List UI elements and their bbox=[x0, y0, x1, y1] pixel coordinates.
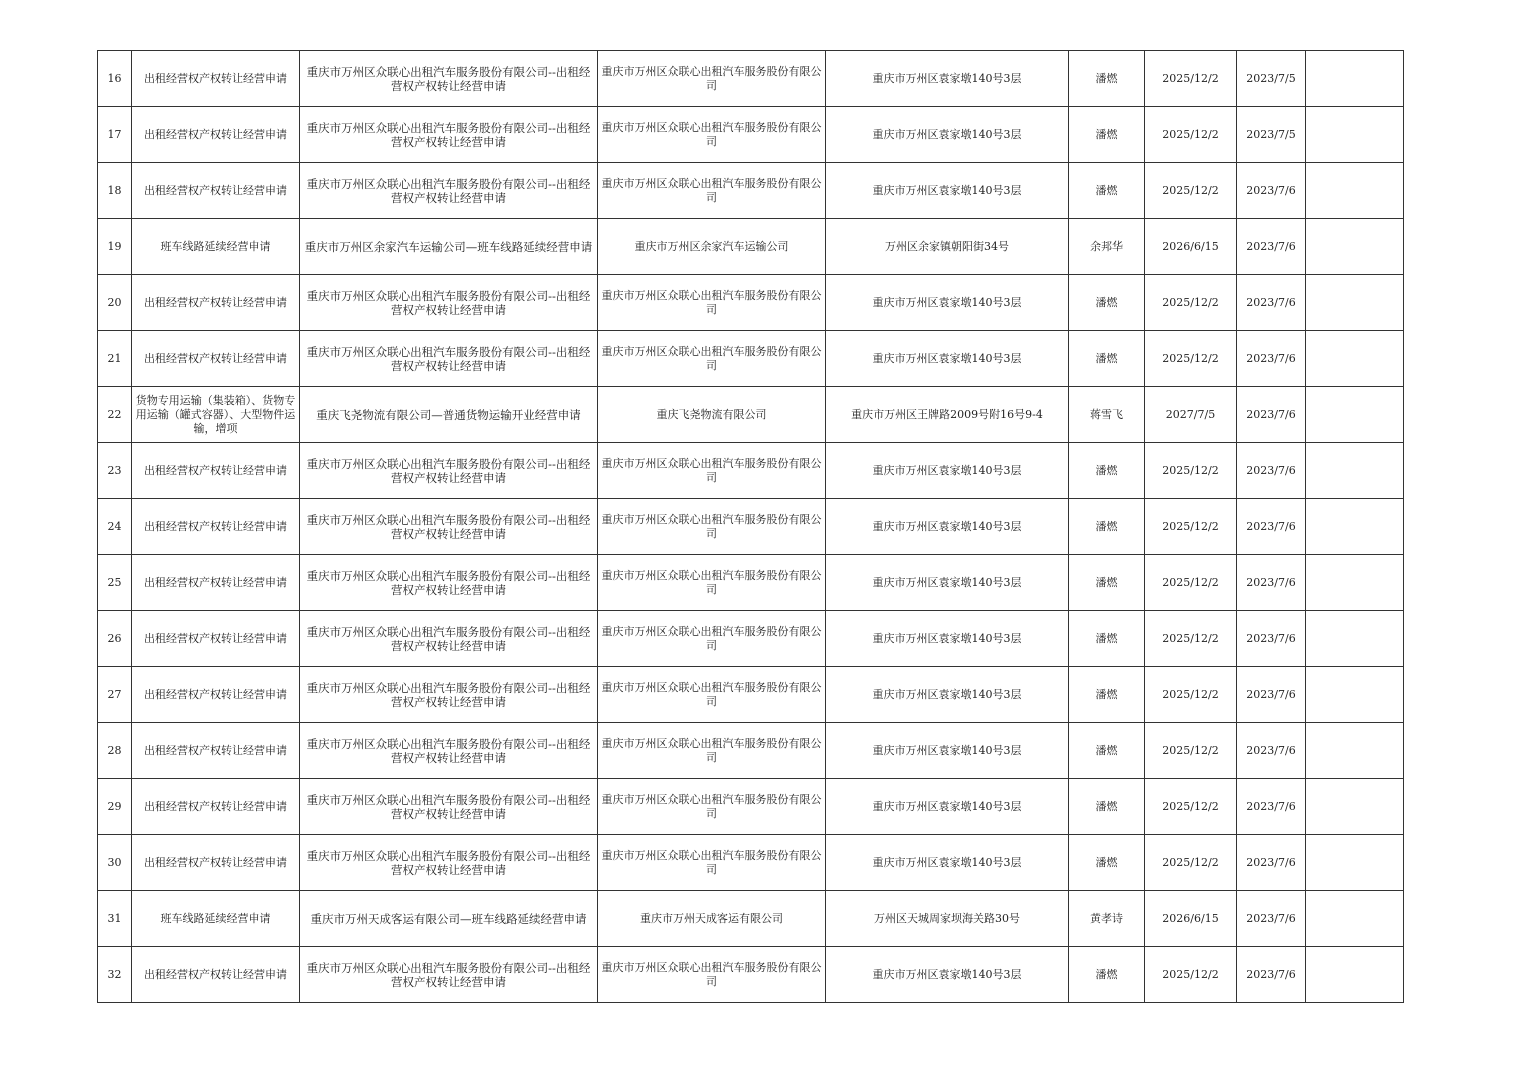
row-number: 16 bbox=[98, 51, 132, 107]
applicant-unit: 重庆市万州区众联心出租汽车服务股份有限公司 bbox=[598, 275, 826, 331]
row-number: 23 bbox=[98, 443, 132, 499]
valid-until-date: 2027/7/5 bbox=[1145, 387, 1237, 443]
decision-date: 2023/7/6 bbox=[1237, 555, 1306, 611]
table-row bbox=[98, 779, 1404, 835]
applicant-unit: 重庆市万州区众联心出租汽车服务股份有限公司 bbox=[598, 499, 826, 555]
applicant-unit: 重庆市万州天成客运有限公司 bbox=[598, 891, 826, 947]
application-name: 重庆市万州天成客运有限公司—班车线路延续经营申请 bbox=[300, 891, 598, 947]
row-number: 18 bbox=[98, 163, 132, 219]
decision-date: 2023/7/5 bbox=[1237, 51, 1306, 107]
decision-date: 2023/7/6 bbox=[1237, 499, 1306, 555]
remarks bbox=[1306, 51, 1404, 107]
contact-person: 潘燃 bbox=[1069, 51, 1145, 107]
contact-person: 潘燃 bbox=[1069, 667, 1145, 723]
application-name: 重庆市万州区众联心出租汽车服务股份有限公司--出租经营权产权转让经营申请 bbox=[300, 555, 598, 611]
valid-until-date: 2025/12/2 bbox=[1145, 51, 1237, 107]
table-row bbox=[98, 891, 1404, 947]
remarks bbox=[1306, 275, 1404, 331]
row-number: 20 bbox=[98, 275, 132, 331]
address: 重庆市万州区袁家墩140号3层 bbox=[826, 107, 1069, 163]
valid-until-date: 2025/12/2 bbox=[1145, 779, 1237, 835]
valid-until-date: 2025/12/2 bbox=[1145, 835, 1237, 891]
application-name: 重庆市万州区众联心出租汽车服务股份有限公司--出租经营权产权转让经营申请 bbox=[300, 443, 598, 499]
applicant-unit: 重庆市万州区众联心出租汽车服务股份有限公司 bbox=[598, 947, 826, 1003]
remarks bbox=[1306, 891, 1404, 947]
application-name: 重庆市万州区众联心出租汽车服务股份有限公司--出租经营权产权转让经营申请 bbox=[300, 667, 598, 723]
table-row bbox=[98, 107, 1404, 163]
applicant-unit: 重庆市万州区众联心出租汽车服务股份有限公司 bbox=[598, 331, 826, 387]
applicant-unit: 重庆市万州区余家汽车运输公司 bbox=[598, 219, 826, 275]
approval-item: 出租经营权产权转让经营申请 bbox=[132, 947, 300, 1003]
approval-item: 出租经营权产权转让经营申请 bbox=[132, 723, 300, 779]
applicant-unit: 重庆市万州区众联心出租汽车服务股份有限公司 bbox=[598, 107, 826, 163]
address: 重庆市万州区袁家墩140号3层 bbox=[826, 611, 1069, 667]
table-row bbox=[98, 611, 1404, 667]
row-number: 21 bbox=[98, 331, 132, 387]
table-row bbox=[98, 331, 1404, 387]
row-number: 30 bbox=[98, 835, 132, 891]
decision-date: 2023/7/6 bbox=[1237, 947, 1306, 1003]
contact-person: 潘燃 bbox=[1069, 779, 1145, 835]
row-number: 31 bbox=[98, 891, 132, 947]
address: 重庆市万州区袁家墩140号3层 bbox=[826, 499, 1069, 555]
approval-item: 班车线路延续经营申请 bbox=[132, 219, 300, 275]
remarks bbox=[1306, 555, 1404, 611]
contact-person: 潘燃 bbox=[1069, 555, 1145, 611]
address: 重庆市万州区王牌路2009号附16号9-4 bbox=[826, 387, 1069, 443]
address: 重庆市万州区袁家墩140号3层 bbox=[826, 667, 1069, 723]
row-number: 25 bbox=[98, 555, 132, 611]
approval-item: 出租经营权产权转让经营申请 bbox=[132, 275, 300, 331]
approval-item: 出租经营权产权转让经营申请 bbox=[132, 499, 300, 555]
applicant-unit: 重庆市万州区众联心出租汽车服务股份有限公司 bbox=[598, 723, 826, 779]
valid-until-date: 2026/6/15 bbox=[1145, 891, 1237, 947]
table-row bbox=[98, 443, 1404, 499]
contact-person: 潘燃 bbox=[1069, 835, 1145, 891]
application-name: 重庆市万州区众联心出租汽车服务股份有限公司--出租经营权产权转让经营申请 bbox=[300, 611, 598, 667]
approval-item: 班车线路延续经营申请 bbox=[132, 891, 300, 947]
decision-date: 2023/7/6 bbox=[1237, 779, 1306, 835]
application-name: 重庆市万州区众联心出租汽车服务股份有限公司--出租经营权产权转让经营申请 bbox=[300, 723, 598, 779]
application-name: 重庆市万州区众联心出租汽车服务股份有限公司--出租经营权产权转让经营申请 bbox=[300, 499, 598, 555]
remarks bbox=[1306, 499, 1404, 555]
decision-date: 2023/7/6 bbox=[1237, 667, 1306, 723]
approval-item: 出租经营权产权转让经营申请 bbox=[132, 835, 300, 891]
decision-date: 2023/7/6 bbox=[1237, 891, 1306, 947]
address: 重庆市万州区袁家墩140号3层 bbox=[826, 443, 1069, 499]
approval-item: 出租经营权产权转让经营申请 bbox=[132, 611, 300, 667]
decision-date: 2023/7/6 bbox=[1237, 331, 1306, 387]
row-number: 32 bbox=[98, 947, 132, 1003]
decision-date: 2023/7/6 bbox=[1237, 163, 1306, 219]
contact-person: 潘燃 bbox=[1069, 611, 1145, 667]
applicant-unit: 重庆飞尧物流有限公司 bbox=[598, 387, 826, 443]
table-row bbox=[98, 219, 1404, 275]
address: 重庆市万州区袁家墩140号3层 bbox=[826, 835, 1069, 891]
applicant-unit: 重庆市万州区众联心出租汽车服务股份有限公司 bbox=[598, 835, 826, 891]
approval-item: 货物专用运输（集装箱）、货物专用运输（罐式容器）、大型物件运输，增项 bbox=[132, 387, 300, 443]
row-number: 24 bbox=[98, 499, 132, 555]
approval-item: 出租经营权产权转让经营申请 bbox=[132, 331, 300, 387]
table-row bbox=[98, 275, 1404, 331]
valid-until-date: 2025/12/2 bbox=[1145, 723, 1237, 779]
remarks bbox=[1306, 107, 1404, 163]
valid-until-date: 2025/12/2 bbox=[1145, 667, 1237, 723]
contact-person: 潘燃 bbox=[1069, 275, 1145, 331]
valid-until-date: 2025/12/2 bbox=[1145, 555, 1237, 611]
application-name: 重庆飞尧物流有限公司—普通货物运输开业经营申请 bbox=[300, 387, 598, 443]
decision-date: 2023/7/6 bbox=[1237, 275, 1306, 331]
valid-until-date: 2025/12/2 bbox=[1145, 947, 1237, 1003]
table-row bbox=[98, 555, 1404, 611]
row-number: 29 bbox=[98, 779, 132, 835]
decision-date: 2023/7/6 bbox=[1237, 835, 1306, 891]
remarks bbox=[1306, 219, 1404, 275]
applicant-unit: 重庆市万州区众联心出租汽车服务股份有限公司 bbox=[598, 51, 826, 107]
row-number: 28 bbox=[98, 723, 132, 779]
contact-person: 潘燃 bbox=[1069, 723, 1145, 779]
contact-person: 潘燃 bbox=[1069, 107, 1145, 163]
row-number: 27 bbox=[98, 667, 132, 723]
valid-until-date: 2025/12/2 bbox=[1145, 163, 1237, 219]
approval-item: 出租经营权产权转让经营申请 bbox=[132, 555, 300, 611]
remarks bbox=[1306, 611, 1404, 667]
application-name: 重庆市万州区众联心出租汽车服务股份有限公司--出租经营权产权转让经营申请 bbox=[300, 835, 598, 891]
address: 重庆市万州区袁家墩140号3层 bbox=[826, 331, 1069, 387]
table-row bbox=[98, 723, 1404, 779]
address: 重庆市万州区袁家墩140号3层 bbox=[826, 947, 1069, 1003]
contact-person: 潘燃 bbox=[1069, 499, 1145, 555]
table-row bbox=[98, 387, 1404, 443]
row-number: 17 bbox=[98, 107, 132, 163]
remarks bbox=[1306, 331, 1404, 387]
table-row bbox=[98, 499, 1404, 555]
address: 重庆市万州区袁家墩140号3层 bbox=[826, 723, 1069, 779]
applicant-unit: 重庆市万州区众联心出租汽车服务股份有限公司 bbox=[598, 443, 826, 499]
decision-date: 2023/7/6 bbox=[1237, 443, 1306, 499]
contact-person: 黄孝诗 bbox=[1069, 891, 1145, 947]
contact-person: 潘燃 bbox=[1069, 947, 1145, 1003]
applicant-unit: 重庆市万州区众联心出租汽车服务股份有限公司 bbox=[598, 667, 826, 723]
applicant-unit: 重庆市万州区众联心出租汽车服务股份有限公司 bbox=[598, 555, 826, 611]
row-number: 26 bbox=[98, 611, 132, 667]
address: 万州区天城周家坝海关路30号 bbox=[826, 891, 1069, 947]
decision-date: 2023/7/6 bbox=[1237, 387, 1306, 443]
address: 重庆市万州区袁家墩140号3层 bbox=[826, 163, 1069, 219]
approval-item: 出租经营权产权转让经营申请 bbox=[132, 163, 300, 219]
row-number: 22 bbox=[98, 387, 132, 443]
approval-item: 出租经营权产权转让经营申请 bbox=[132, 443, 300, 499]
remarks bbox=[1306, 387, 1404, 443]
table-row bbox=[98, 835, 1404, 891]
application-name: 重庆市万州区众联心出租汽车服务股份有限公司--出租经营权产权转让经营申请 bbox=[300, 947, 598, 1003]
application-name: 重庆市万州区众联心出租汽车服务股份有限公司--出租经营权产权转让经营申请 bbox=[300, 275, 598, 331]
contact-person: 潘燃 bbox=[1069, 443, 1145, 499]
remarks bbox=[1306, 723, 1404, 779]
valid-until-date: 2025/12/2 bbox=[1145, 107, 1237, 163]
valid-until-date: 2025/12/2 bbox=[1145, 443, 1237, 499]
applicant-unit: 重庆市万州区众联心出租汽车服务股份有限公司 bbox=[598, 779, 826, 835]
table-row bbox=[98, 163, 1404, 219]
records-table bbox=[97, 50, 1404, 1003]
remarks bbox=[1306, 779, 1404, 835]
table-row bbox=[98, 51, 1404, 107]
contact-person: 潘燃 bbox=[1069, 163, 1145, 219]
valid-until-date: 2025/12/2 bbox=[1145, 331, 1237, 387]
application-name: 重庆市万州区众联心出租汽车服务股份有限公司--出租经营权产权转让经营申请 bbox=[300, 107, 598, 163]
application-name: 重庆市万州区余家汽车运输公司—班车线路延续经营申请 bbox=[300, 219, 598, 275]
remarks bbox=[1306, 163, 1404, 219]
applicant-unit: 重庆市万州区众联心出租汽车服务股份有限公司 bbox=[598, 163, 826, 219]
approval-item: 出租经营权产权转让经营申请 bbox=[132, 51, 300, 107]
address: 万州区余家镇朝阳街34号 bbox=[826, 219, 1069, 275]
remarks bbox=[1306, 667, 1404, 723]
row-number: 19 bbox=[98, 219, 132, 275]
records-table-body bbox=[98, 51, 1404, 1003]
decision-date: 2023/7/5 bbox=[1237, 107, 1306, 163]
application-name: 重庆市万州区众联心出租汽车服务股份有限公司--出租经营权产权转让经营申请 bbox=[300, 779, 598, 835]
address: 重庆市万州区袁家墩140号3层 bbox=[826, 275, 1069, 331]
valid-until-date: 2025/12/2 bbox=[1145, 275, 1237, 331]
table-row bbox=[98, 667, 1404, 723]
remarks bbox=[1306, 443, 1404, 499]
address: 重庆市万州区袁家墩140号3层 bbox=[826, 51, 1069, 107]
valid-until-date: 2025/12/2 bbox=[1145, 499, 1237, 555]
table-row bbox=[98, 947, 1404, 1003]
application-name: 重庆市万州区众联心出租汽车服务股份有限公司--出租经营权产权转让经营申请 bbox=[300, 51, 598, 107]
decision-date: 2023/7/6 bbox=[1237, 219, 1306, 275]
decision-date: 2023/7/6 bbox=[1237, 723, 1306, 779]
valid-until-date: 2025/12/2 bbox=[1145, 611, 1237, 667]
decision-date: 2023/7/6 bbox=[1237, 611, 1306, 667]
application-name: 重庆市万州区众联心出租汽车服务股份有限公司--出租经营权产权转让经营申请 bbox=[300, 331, 598, 387]
approval-item: 出租经营权产权转让经营申请 bbox=[132, 779, 300, 835]
remarks bbox=[1306, 947, 1404, 1003]
remarks bbox=[1306, 835, 1404, 891]
contact-person: 余邦华 bbox=[1069, 219, 1145, 275]
contact-person: 潘燃 bbox=[1069, 331, 1145, 387]
valid-until-date: 2026/6/15 bbox=[1145, 219, 1237, 275]
applicant-unit: 重庆市万州区众联心出租汽车服务股份有限公司 bbox=[598, 611, 826, 667]
approval-item: 出租经营权产权转让经营申请 bbox=[132, 107, 300, 163]
address: 重庆市万州区袁家墩140号3层 bbox=[826, 779, 1069, 835]
address: 重庆市万州区袁家墩140号3层 bbox=[826, 555, 1069, 611]
approval-item: 出租经营权产权转让经营申请 bbox=[132, 667, 300, 723]
contact-person: 蒋雪飞 bbox=[1069, 387, 1145, 443]
application-name: 重庆市万州区众联心出租汽车服务股份有限公司--出租经营权产权转让经营申请 bbox=[300, 163, 598, 219]
